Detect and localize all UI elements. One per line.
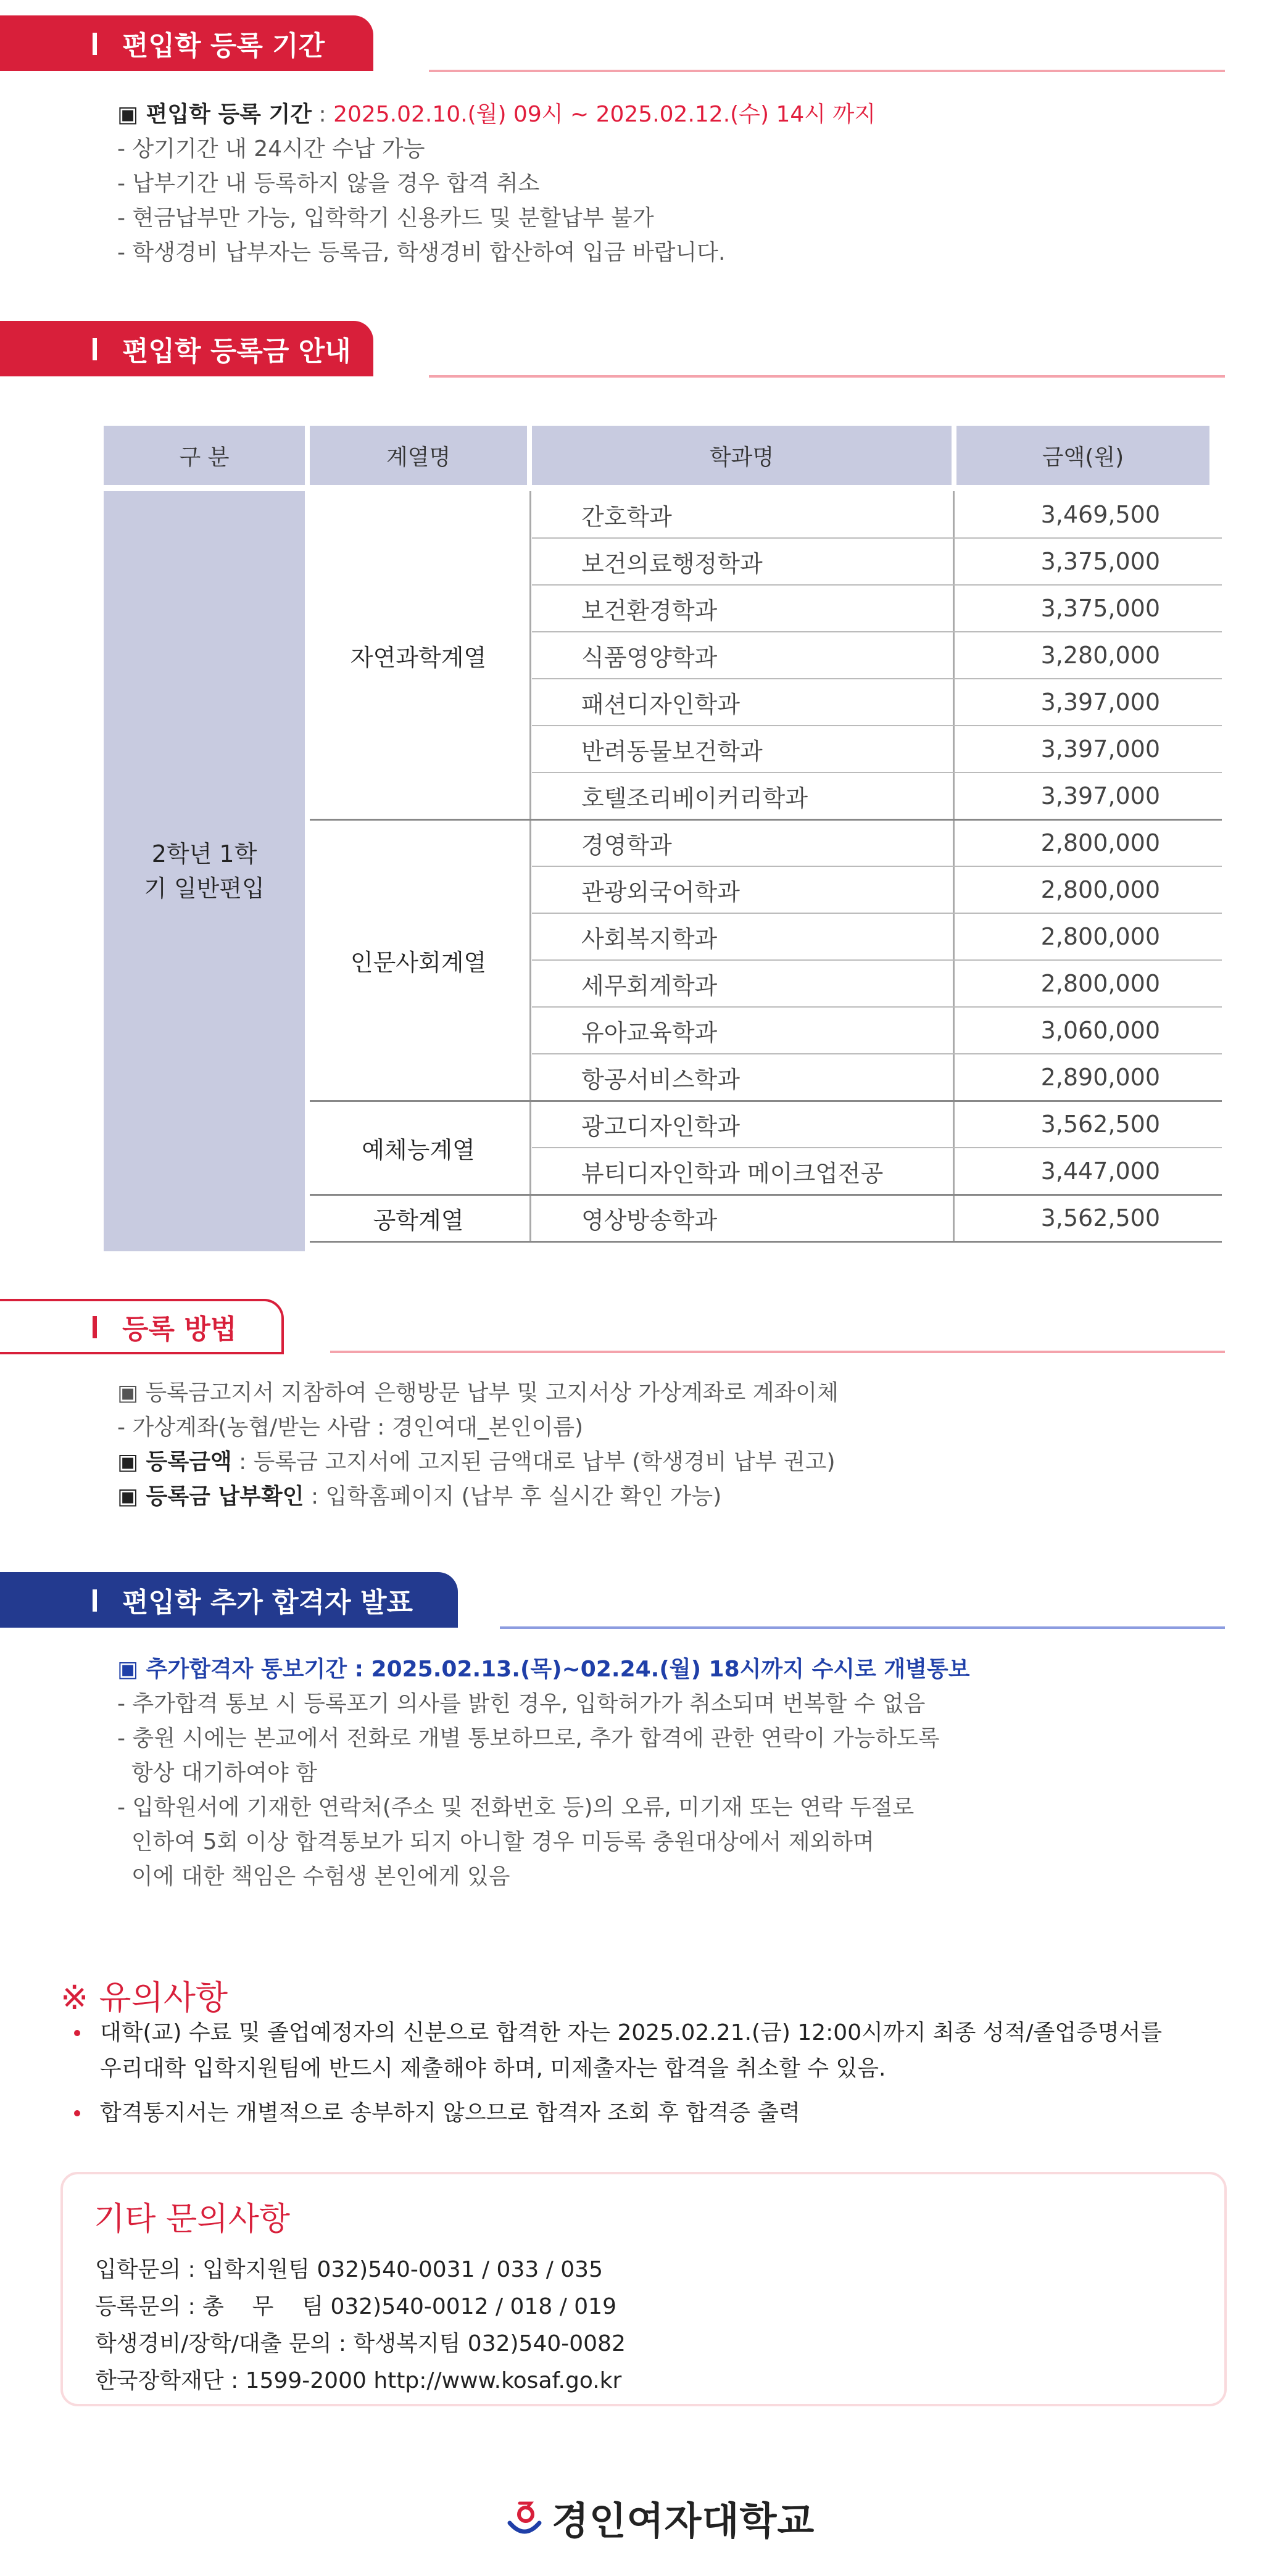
field-cell: 공학계열 xyxy=(373,1206,464,1234)
contact-lines: 입학문의 : 입학지원팀 032)540-0031 / 033 / 035 등록문의 : 총 무 팀 032)540-0012 / 018 / 019 학생경비/장학/대출 문의 : 학생복지팀 032)540-0082 한국장학재단 : 1599-2000 http://www.kosaf.go.kr xyxy=(95,2257,626,2393)
table-row: 경영학과 2,800,000 xyxy=(581,829,1160,859)
section-title: 등록 방법 xyxy=(122,1314,237,1345)
row-divider xyxy=(532,1006,1222,1008)
table-row: 유아교육학과 3,060,000 xyxy=(581,1017,1160,1046)
row-divider xyxy=(532,678,1222,679)
university-logo xyxy=(506,2493,815,2542)
table-row: 영상방송학과 3,562,500 xyxy=(581,1204,1160,1234)
table-row: 보건환경학과 3,375,000 xyxy=(581,595,1160,624)
table-row: 반려동물보건학과 3,397,000 xyxy=(581,735,1160,765)
field-cell: 인문사회계열 xyxy=(350,948,487,976)
group-divider xyxy=(310,1100,1222,1102)
column-divider xyxy=(529,491,531,1241)
contact-box xyxy=(60,2172,1227,2406)
group-divider xyxy=(310,819,1222,821)
table-header-field: 계열명 xyxy=(310,426,527,485)
row-divider xyxy=(532,631,1222,632)
divider xyxy=(429,375,1225,378)
table-bottom-rule xyxy=(310,1241,1222,1243)
table-row: 뷰티디자인학과 메이크업전공 3,447,000 xyxy=(581,1158,1160,1187)
section-tab-registration-period xyxy=(0,15,373,71)
logo-emblem-icon xyxy=(506,2496,543,2539)
divider xyxy=(429,70,1225,72)
table-row: 식품영양학과 3,280,000 xyxy=(581,642,1160,671)
table-row: 보건의료행정학과 3,375,000 xyxy=(581,548,1160,578)
category-cell: 2학년 1학기 일반편입 xyxy=(104,491,305,1251)
row-divider xyxy=(532,584,1222,586)
table-row: 간호학과 3,469,500 xyxy=(581,501,1160,531)
table-row: 호텔조리베이커리학과 3,397,000 xyxy=(581,782,1160,812)
notice-bullet: 합격통지서는 개별적으로 송부하지 않으므로 합격자 조회 후 합격증 출력 xyxy=(74,2095,800,2131)
field-cell: 예체능계열 xyxy=(362,1136,475,1164)
table-row: 광고디자인학과 3,562,500 xyxy=(581,1111,1160,1140)
section-title: 편입학 등록금 안내 xyxy=(122,336,351,367)
row-divider xyxy=(532,913,1222,914)
registration-period-text: ▣ 편입학 등록 기간 : 2025.02.10.(월) 09시 ~ 2025.02.12.(수) 14시 까지 - 상기기간 내 24시간 수납 가능 - 납부기간 내 등록하지 않을 경우 합격 취소 - 현금납부만 가능, 입학학기 신용카드 및 분할납부 불가 - 학생경비 납부자는 등록금, 학생경비 합산하여 입금 바랍니다. xyxy=(117,102,876,265)
row-divider xyxy=(532,959,1222,961)
table-header-category: 구 분 xyxy=(104,426,305,485)
table-header-amount: 금액(원) xyxy=(956,426,1209,485)
table-row: 사회복지학과 2,800,000 xyxy=(581,923,1160,953)
row-divider xyxy=(532,1053,1222,1054)
logo-text: 경인여자대학교 xyxy=(552,2498,815,2543)
row-divider xyxy=(532,537,1222,539)
divider xyxy=(500,1626,1225,1629)
section-tab-additional-admission xyxy=(0,1572,458,1628)
section-title: 편입학 등록 기간 xyxy=(122,30,325,62)
row-divider xyxy=(532,866,1222,867)
table-header-department: 학과명 xyxy=(532,426,952,485)
section-title: 편입학 추가 합격자 발표 xyxy=(122,1587,413,1618)
table-row: 항공서비스학과 2,890,000 xyxy=(581,1064,1160,1093)
divider xyxy=(330,1351,1225,1353)
additional-admission-text: ▣ 추가합격자 통보기간 : 2025.02.13.(목)~02.24.(월) 18시까지 수시로 개별통보 - 추가합격 통보 시 등록포기 의사를 밝힌 경우, 입학허가가 취소되며 번복할 수 없음 - 충원 시에는 본교에서 전화로 개별 통보하므로, 추가 합격에 관한 연락이 가능하도록 항상 대기하여야 함 - 입학원서에 기재한 연락처(주소 및 전화번호 등)의 오류, 미기재 또는 연락 두절로 인하여 5회 이상 합격통보가 되지 아니할 경우 미등록 충원대상에서 제외하며 이에 대한 책임은 수험생 본인에게 있음 xyxy=(117,1657,970,1889)
section-tab-tuition xyxy=(0,321,373,376)
notice-bullet: 대학(교) 수료 및 졸업예정자의 신분으로 합격한 자는 2025.02.21.(금) 12:00시까지 최종 성적/졸업증명서를 우리대학 입학지원팀에 반드시 제출해야 하며, 미제출자는 합격을 취소할 수 있음. xyxy=(74,2015,1162,2087)
table-row: 세무회계학과 2,800,000 xyxy=(581,970,1160,1000)
contact-title: 기타 문의사항 xyxy=(94,2201,290,2238)
table-row: 패션디자인학과 3,397,000 xyxy=(581,689,1160,718)
registration-method-text: ▣ 등록금고지서 지참하여 은행방문 납부 및 고지서상 가상계좌로 계좌이체 - 가상계좌(농협/받는 사람 : 경인여대_본인이름) ▣ 등록금액 : 등록금 고지서에 고지된 금액대로 납부 (학생경비 납부 권고) ▣ 등록금 납부확인 : 입학홈페이지 (납부 후 실시간 확인 가능) xyxy=(117,1380,839,1509)
section-tab-method xyxy=(0,1299,284,1354)
row-divider xyxy=(532,1147,1222,1148)
table-row: 관광외국어학과 2,800,000 xyxy=(581,876,1160,906)
row-divider xyxy=(532,772,1222,773)
field-cell: 자연과학계열 xyxy=(350,644,487,671)
group-divider xyxy=(310,1194,1222,1196)
notice-title: ※ 유의사항 xyxy=(60,1978,228,2017)
row-divider xyxy=(532,725,1222,726)
